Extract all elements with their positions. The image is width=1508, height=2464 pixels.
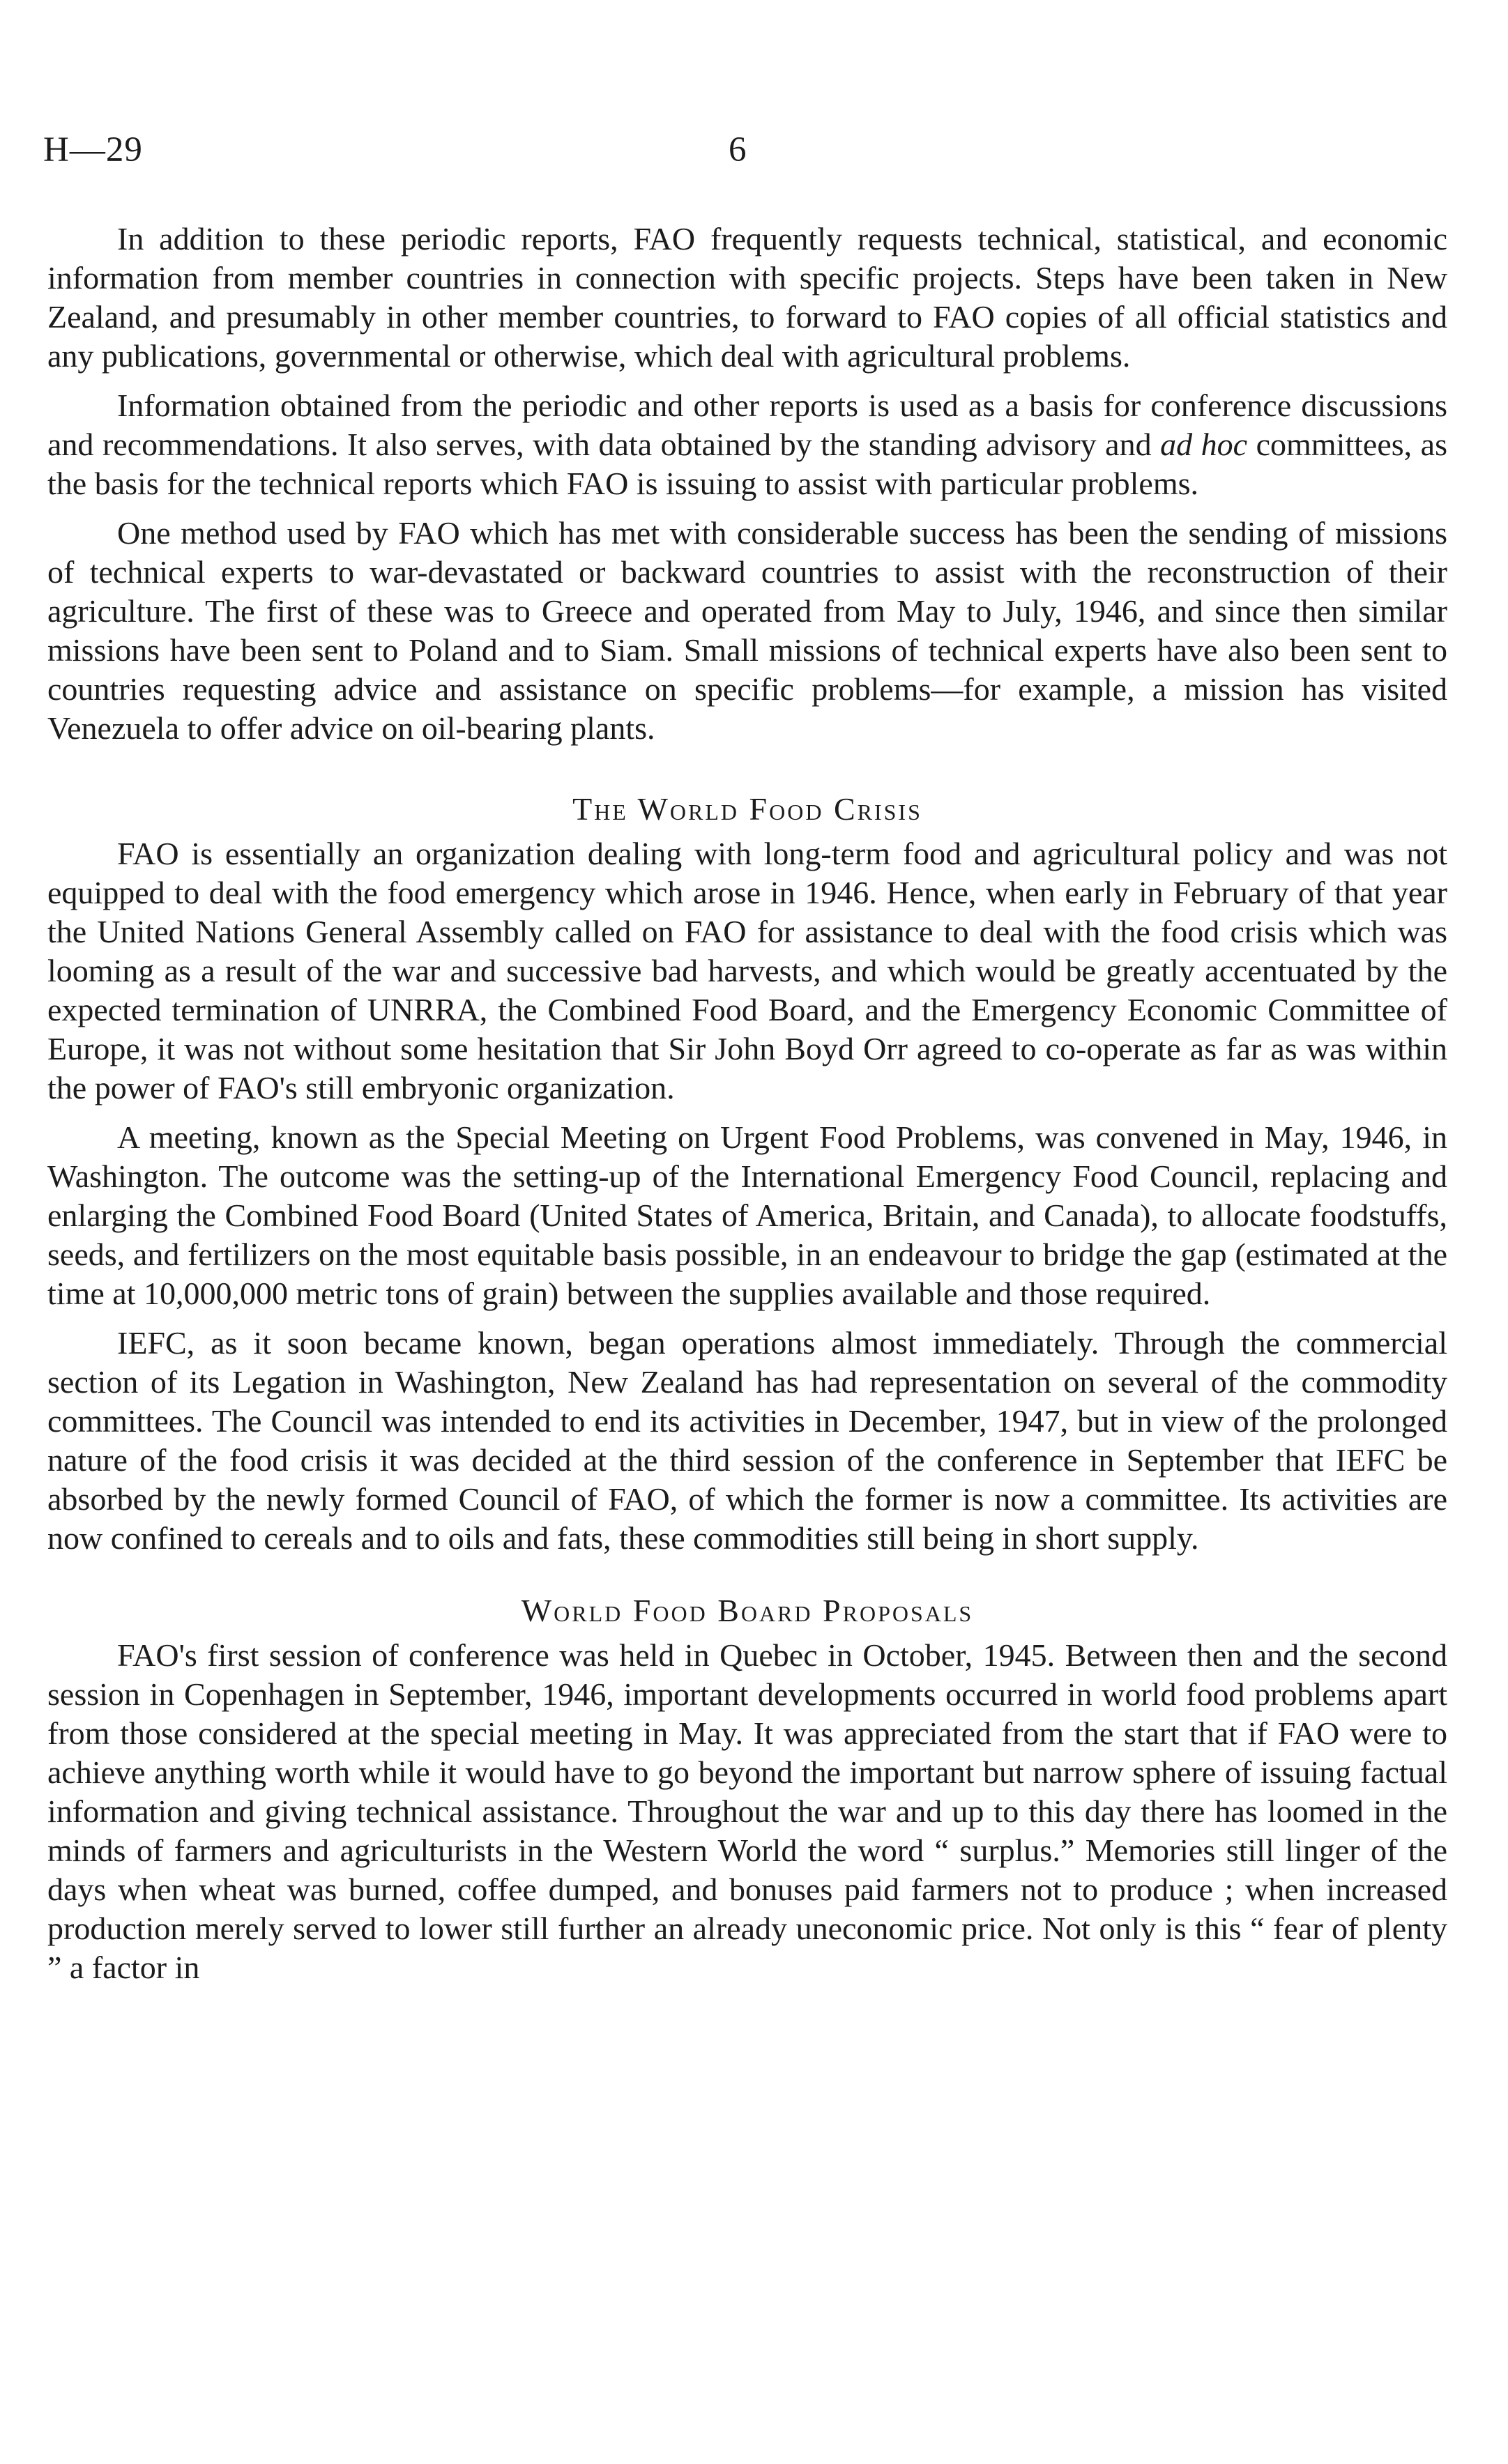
paragraph-technical-missions: One method used by FAO which has met with considerable success has been the sending of missions of technical experts to war-devastated or backward countries to assist with the reconstruction of their agriculture. The first of these was to Greece and operated from May to July, 1946, and since then similar missions have been sent to Poland and to Siam. Small missions of technical experts have also been sent to countries requesting advice and assistance on specific problems—for example, a mission has visited Venezuela to offer advice on oil-bearing plants. [47, 515, 1447, 746]
italic-term: ad hoc [1160, 427, 1248, 462]
section-heading-world-food-board: World Food Board Proposals [521, 1593, 974, 1628]
paragraph-text: committees, as the basis for the technical reports which FAO is issuing to assist with particular problems. [47, 427, 1448, 501]
paragraph-text: Information obtained from the periodic and other reports is used as a basis for conference discussions and recommendations. It also serves, with data obtained by the standing advisory and [47, 388, 1447, 462]
page-number: 6 [729, 130, 747, 169]
paragraph-iefc: IEFC, as it soon became known, began operations almost immediately. Through the commercial section of its Legation in Washington, New Zealand has had representation on several of the commodity committees. The Council was intended to end its activities in December, 1947, but in view of the prolonged nature of the food crisis it was decided at the third session of the conference in September that IEFC be absorbed by the newly formed Council of FAO, of which the former is now a committee. Its activities are now confined to cereals and to oils and fats, these commodities still being in short supply. [47, 1325, 1447, 1556]
paragraph-first-session: FAO's first session of conference was held in Quebec in October, 1945. Between then and the second session in Copenhagen in September, 1946, important developments occurred in world food problems apart from those considered at the special meeting in May. It was appreciated from the start that if FAO were to achieve anything worth while it would have to go beyond the important but narrow sphere of issuing factual information and giving technical assistance. Throughout the war and up to this day there has loomed in the minds of farmers and agriculturists in the Western World the word “ surplus.” Memories still linger of the days when wheat was burned, coffee dumped, and bonuses paid farmers not to produce ; when increased production merely served to lower still further an already uneconomic price. Not only is this “ fear of plenty ” a factor in [47, 1637, 1447, 1985]
paragraph-special-meeting: A meeting, known as the Special Meeting on Urgent Food Problems, was convened in May, 1946, in Washington. The outcome was the setting-up of the International Emergency Food Council, replacing and enlarging the Combined Food Board (United States of America, Britain, and Canada), to allocate foodstuffs, seeds, and fertilizers on the most equitable basis possible, in an endeavour to bridge the gap (estimated at the time at 10,000,000 metric tons of grain) between the supplies available and those required. [47, 1119, 1447, 1311]
section-heading-world-food-crisis: The World Food Crisis [572, 791, 922, 827]
document-reference: H—29 [43, 130, 143, 169]
paragraph-food-emergency: FAO is essentially an organization dealing with long-term food and agricultural policy and was not equipped to deal with the food emergency which arose in 1946. Hence, when early in February of that year the United Nations General Assembly called on FAO for assistance to deal with the food crisis which was looming as a result of the war and successive bad harvests, and which would be greatly accentuated by the expected termination of UNRRA, the Combined Food Board, and the Emergency Economic Committee of Europe, it was not without some hesitation that Sir John Boyd Orr agreed to co-operate as far as was within the power of FAO's still embryonic organization. [47, 836, 1447, 1105]
paragraph-periodic-reports: In addition to these periodic reports, FAO frequently requests technical, statistical, and economic information from member countries in connection with specific projects. Steps have been taken in New Zealand, and presumably in other member countries, to forward to FAO copies of all official statistics and any publications, governmental or otherwise, which deal with agricultural problems. [47, 221, 1447, 374]
paragraph-information-use [47, 386, 1447, 503]
document-body [47, 220, 1447, 1998]
